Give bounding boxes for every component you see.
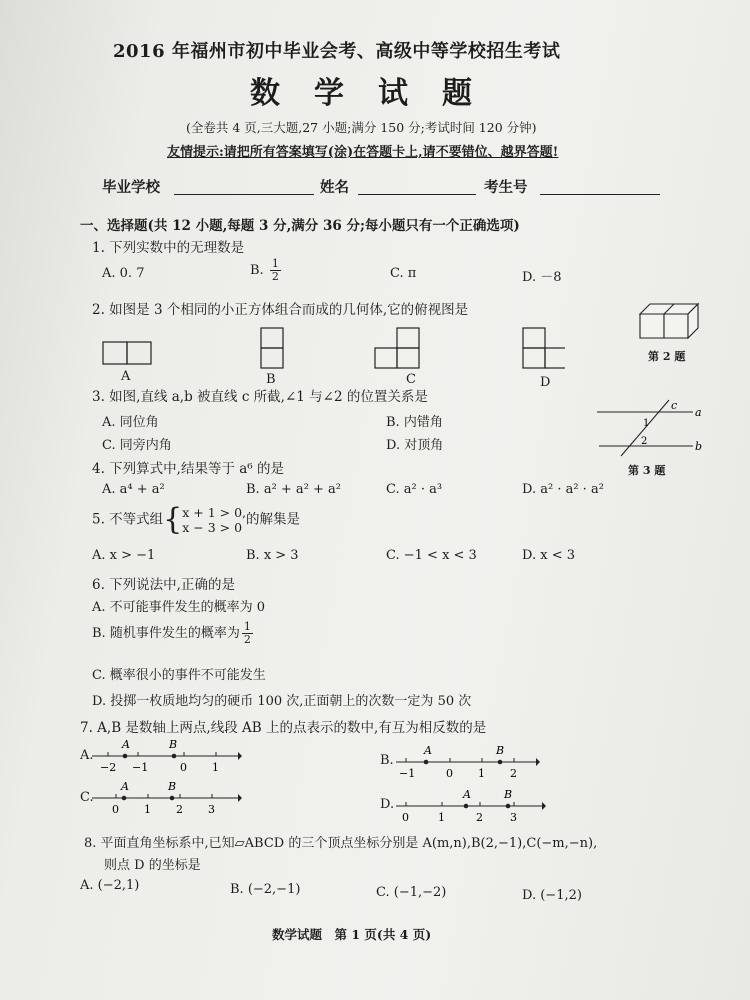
- q8-stem: 8. 平面直角坐标系中,已知▱ABCD 的三个顶点坐标分别是 A(m,n),B(2,−1),C(−m,−n),: [84, 836, 598, 851]
- q1-option-a[interactable]: A. 0. 7: [102, 266, 145, 281]
- exam-no-label: 考生号: [484, 179, 528, 196]
- q2-caption: 第 2 题: [648, 350, 686, 363]
- q6-option-a[interactable]: A. 不可能事件发生的概率为 0: [92, 600, 266, 615]
- q7-option-a[interactable]: A.: [80, 748, 94, 763]
- q7-numberline-c: [92, 778, 242, 820]
- label-b: B: [504, 788, 513, 801]
- exam-title: 2016 年福州市初中毕业会考、高级中等学校招生考试: [113, 41, 561, 62]
- q5-stem-suffix: 的解集是: [246, 511, 301, 528]
- q3-option-c[interactable]: C. 同旁内角: [102, 438, 172, 453]
- paper-subtitle: 数学试题: [250, 76, 506, 111]
- label-b: b: [695, 440, 703, 453]
- label-a: A: [122, 738, 130, 751]
- q4-stem: 4. 下列算式中,结果等于 a⁶ 的是: [92, 461, 285, 477]
- name-label: 姓名: [320, 179, 349, 196]
- tick-label: 1: [478, 767, 485, 780]
- q1-frac-den: 2: [271, 270, 279, 283]
- q2b-cell: [261, 348, 283, 368]
- q1-stem: 1. 下列实数中的无理数是: [92, 240, 245, 256]
- q5-stem-prefix: 5. 不等式组: [92, 511, 164, 528]
- q6-option-d[interactable]: D. 投掷一枚质地均匀的硬币 100 次,正面朝上的次数一定为 50 次: [92, 694, 472, 709]
- q2-option-b[interactable]: B: [266, 372, 276, 387]
- q7-stem: 7. A,B 是数轴上两点,线段 AB 上的点表示的数中,有互为相反数的是: [80, 720, 487, 736]
- q5-stem: [92, 502, 301, 537]
- q1-fraction: [270, 258, 281, 283]
- label-a: a: [695, 406, 702, 419]
- q6-option-c[interactable]: C. 概率很小的事件不可能发生: [92, 668, 266, 683]
- q2d-cell: [523, 328, 545, 348]
- school-blank[interactable]: [174, 194, 314, 195]
- tick-label: 0: [402, 811, 409, 824]
- q5-option-b[interactable]: B. x > 3: [246, 548, 299, 563]
- point-a: [123, 754, 128, 759]
- q5-option-c[interactable]: C. −1 < x < 3: [386, 548, 477, 563]
- q5-system: [182, 505, 246, 535]
- label-b: B: [168, 780, 177, 793]
- q2-option-d[interactable]: D: [540, 375, 551, 390]
- q2a-cell: [127, 342, 151, 364]
- q4-option-d[interactable]: D. a² · a² · a²: [522, 482, 604, 497]
- q3-option-a[interactable]: A. 同位角: [102, 415, 159, 430]
- q6-fraction: [242, 621, 253, 646]
- q6-stem: 6. 下列说法中,正确的是: [92, 577, 235, 593]
- q2c-cell: [375, 348, 397, 368]
- point-b: [172, 754, 177, 759]
- q3-caption: 第 3 题: [628, 464, 666, 477]
- q7-numberline-b: [396, 742, 541, 784]
- q4-option-c[interactable]: C. a² · a³: [386, 482, 443, 497]
- q8-option-a[interactable]: A. (−2,1): [80, 878, 140, 893]
- exam-no-blank[interactable]: [540, 194, 660, 195]
- friendly-tip: 友情提示:请把所有答案填写(涂)在答题卡上,请不要错位、越界答题!: [167, 145, 559, 160]
- q2d-cell: [545, 348, 565, 368]
- q8-stem-2: 则点 D 的坐标是: [104, 858, 201, 873]
- q1-option-d[interactable]: D. －8: [522, 270, 562, 285]
- q5-ineq2: x − 3 > 0: [182, 520, 243, 535]
- q2a-cell: [103, 342, 127, 364]
- q2d-cell: [523, 348, 545, 368]
- tick-label: 3: [208, 803, 215, 816]
- q7-option-b[interactable]: B.: [380, 753, 394, 768]
- tick-label: −1: [132, 761, 149, 774]
- tick-label: 1: [438, 811, 445, 824]
- q2-stem: 2. 如图是 3 个相同的小正方体组合而成的几何体,它的俯视图是: [92, 302, 469, 318]
- q1-option-c[interactable]: C. π: [390, 266, 417, 281]
- q1-option-b[interactable]: [250, 258, 283, 283]
- q7-numberline-a: [92, 736, 242, 778]
- label-a: A: [463, 788, 471, 801]
- q8-option-d[interactable]: D. (−1,2): [522, 888, 582, 903]
- tick-label: 1: [212, 761, 219, 774]
- tick-label: 2: [510, 767, 517, 780]
- name-blank[interactable]: [358, 194, 476, 195]
- q6-option-b-label: B. 随机事件发生的概率为: [92, 626, 240, 641]
- q5-ineq1: x + 1 > 0,: [182, 505, 247, 520]
- label-angle-1: 1: [643, 418, 650, 429]
- q2b-cell: [261, 328, 283, 348]
- tick-label: 3: [510, 811, 517, 824]
- q1-option-b-label: B.: [250, 263, 264, 278]
- q5-brace: {: [163, 502, 183, 537]
- q6-frac-den: 2: [243, 633, 251, 646]
- tick-label: 1: [144, 803, 151, 816]
- q6-option-b[interactable]: [92, 621, 255, 646]
- q2-option-c[interactable]: C: [406, 372, 416, 387]
- q4-option-b[interactable]: B. a² + a² + a²: [246, 482, 342, 497]
- label-angle-2: 2: [641, 436, 648, 447]
- tick-label: −2: [100, 761, 117, 774]
- section-heading: 一、选择题(共 12 小题,每题 3 分,满分 36 分;每小题只有一个正确选项): [80, 218, 520, 234]
- tick-label: 0: [180, 761, 187, 774]
- label-b: B: [496, 744, 505, 757]
- q2c-cell: [397, 348, 419, 368]
- q2-option-a[interactable]: A: [121, 369, 131, 384]
- q3-option-d[interactable]: D. 对顶角: [386, 438, 444, 453]
- tick-label: 0: [446, 767, 453, 780]
- tick-label: 2: [476, 811, 483, 824]
- tick-label: 0: [112, 803, 119, 816]
- q5-option-a[interactable]: A. x > −1: [92, 548, 156, 563]
- q3-figure: [595, 398, 705, 460]
- q7-option-c[interactable]: C.: [80, 790, 94, 805]
- q7-numberline-d: [396, 786, 546, 828]
- q4-option-a[interactable]: A. a⁴ + a²: [102, 482, 165, 497]
- q3-stem: 3. 如图,直线 a,b 被直线 c 所截,∠1 与∠2 的位置关系是: [92, 389, 428, 405]
- school-label: 毕业学校: [102, 179, 160, 196]
- q2c-cell: [397, 328, 419, 348]
- q6-frac-num: 1: [243, 620, 251, 633]
- exam-note: (全卷共 4 页,三大题,27 小题;满分 150 分;考试时间 120 分钟): [186, 120, 537, 135]
- label-b: B: [169, 738, 178, 751]
- tick-label: 2: [176, 803, 183, 816]
- page-footer: 数学试题 第 1 页(共 4 页): [272, 927, 432, 942]
- q7-option-d[interactable]: D.: [380, 797, 395, 812]
- label-c: c: [671, 399, 678, 412]
- tick-label: −1: [399, 767, 416, 780]
- label-a: A: [121, 780, 129, 793]
- q3-option-b[interactable]: B. 内错角: [386, 415, 443, 430]
- q2-cube-figure: [630, 300, 710, 348]
- q5-option-d[interactable]: D. x < 3: [522, 548, 575, 563]
- q8-option-c[interactable]: C. (−1,−2): [376, 885, 447, 900]
- q1-frac-num: 1: [271, 257, 279, 270]
- q8-option-b[interactable]: B. (−2,−1): [230, 882, 301, 897]
- label-a: A: [424, 744, 432, 757]
- q2-options-figure: [95, 320, 565, 390]
